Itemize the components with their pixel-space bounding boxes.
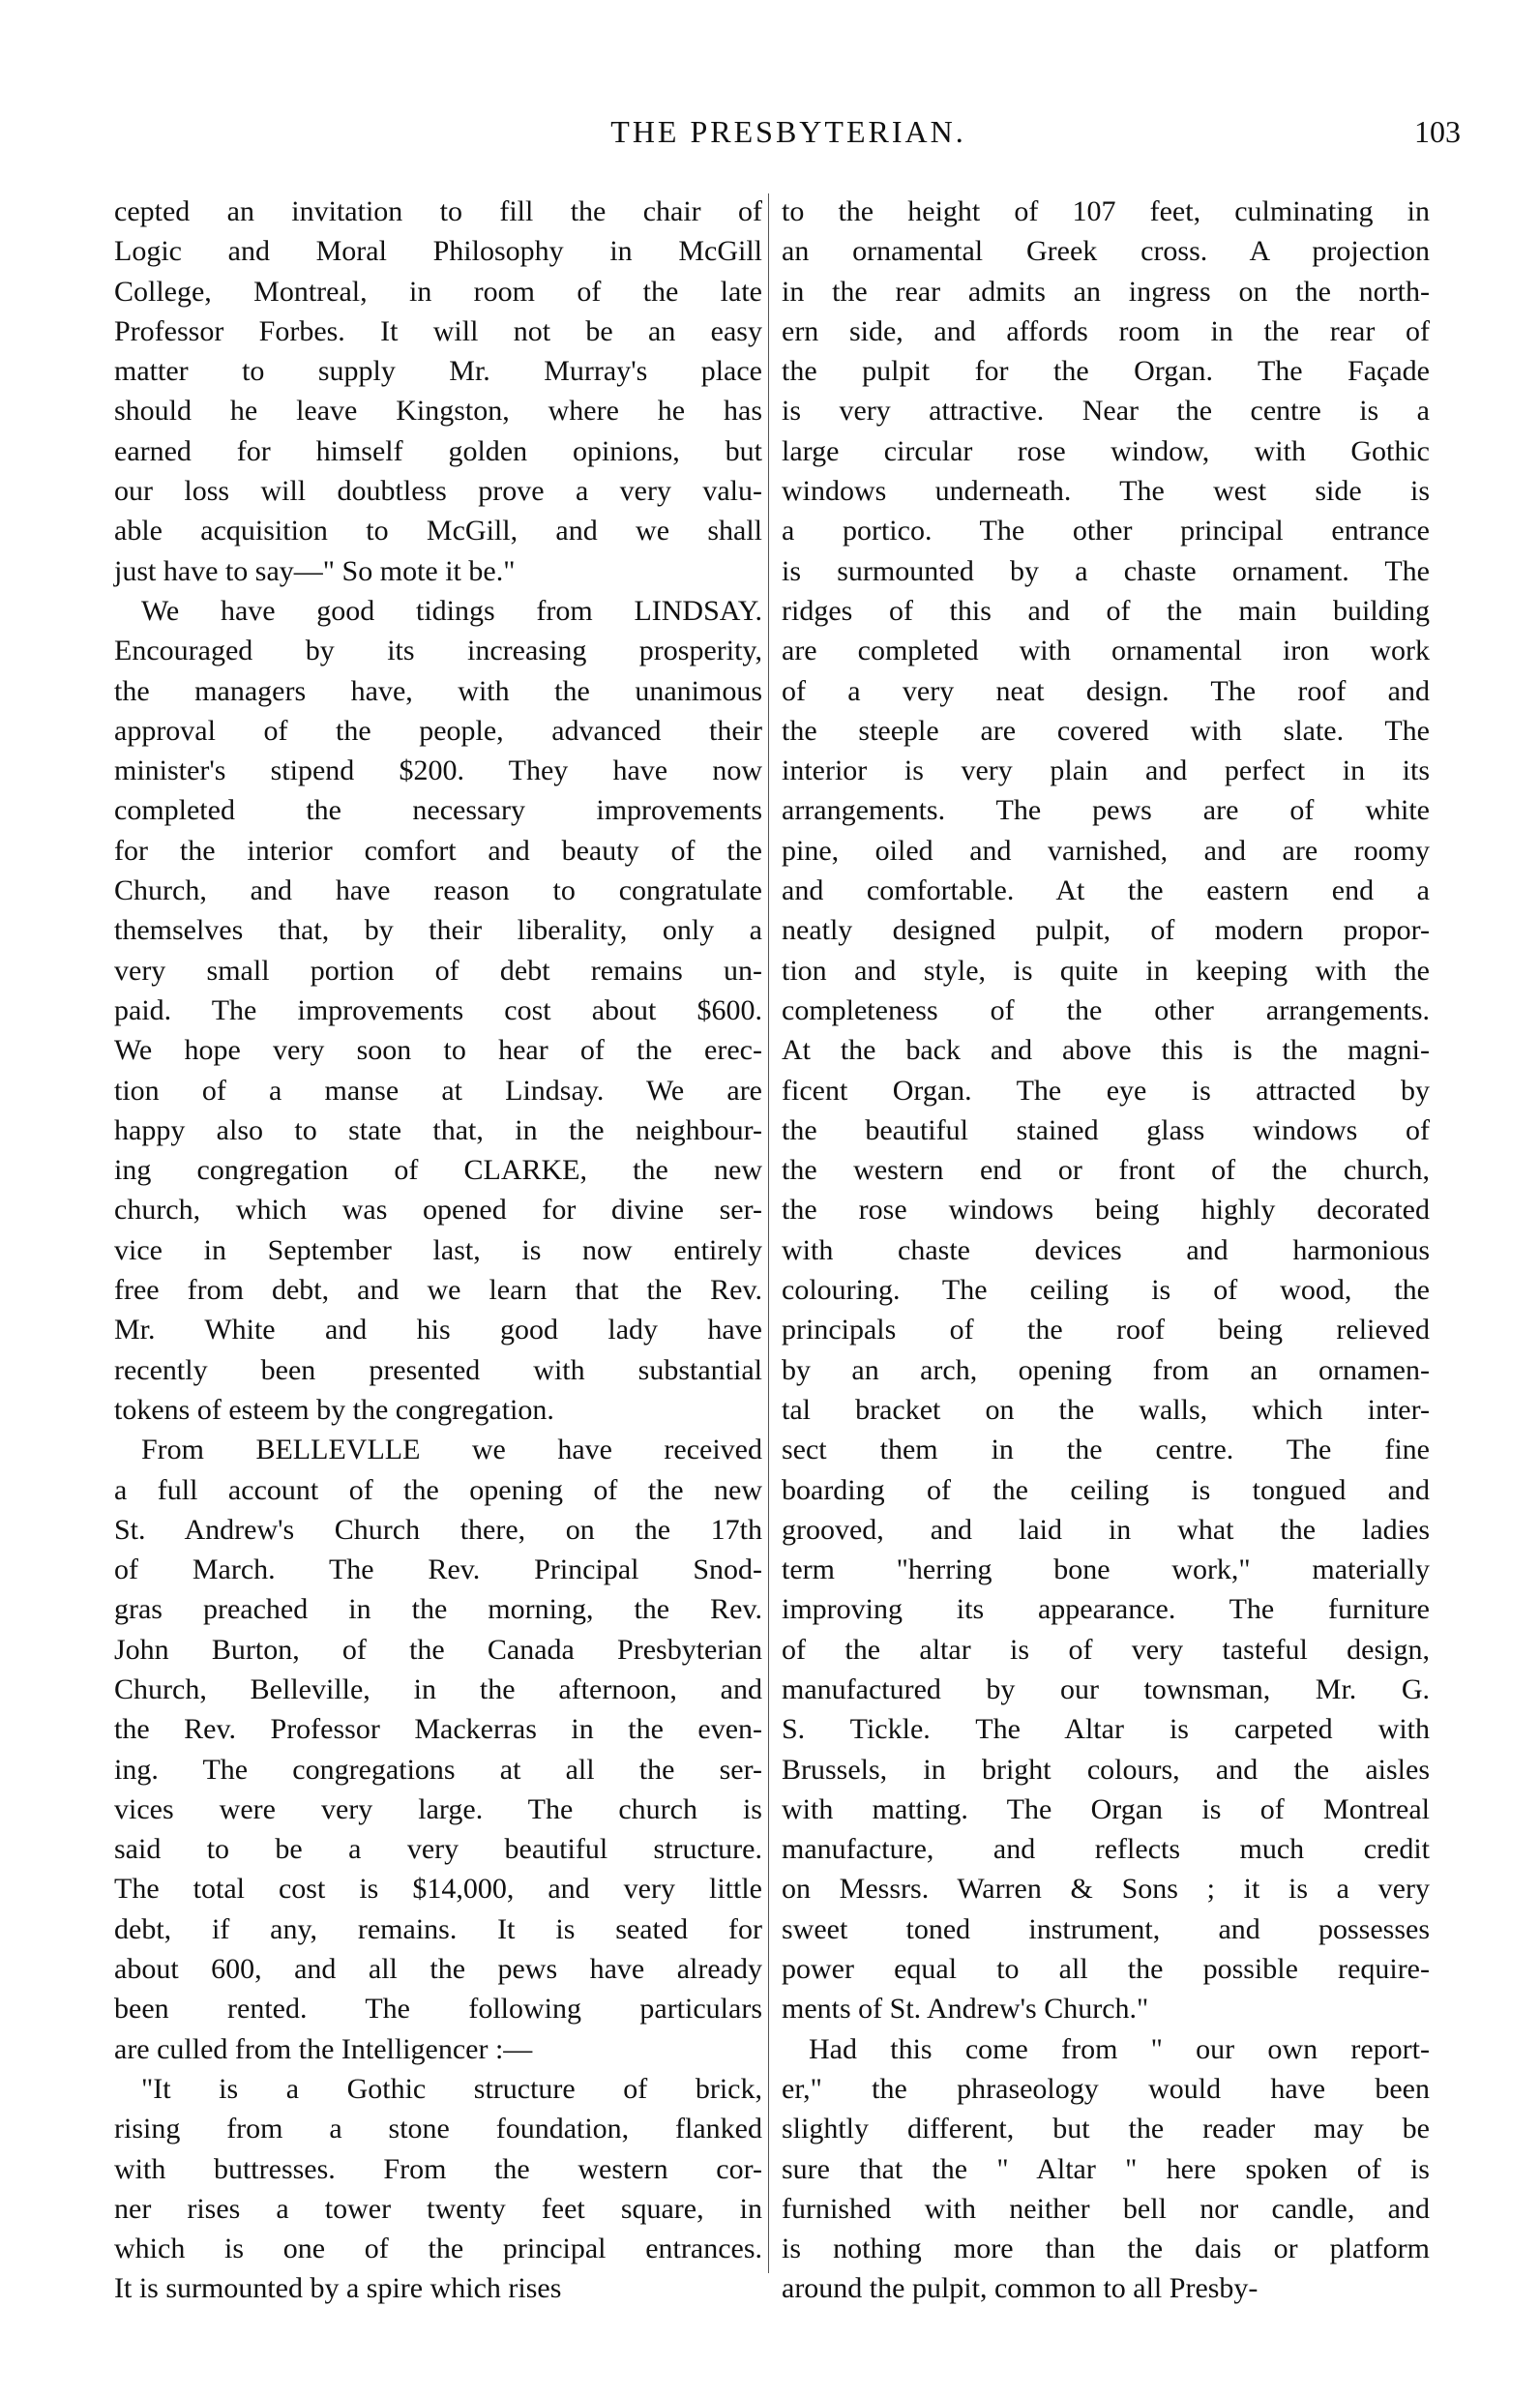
text-line: St. Andrew's Church there, on the 17th: [114, 1513, 762, 1546]
text-line: ments of St. Andrew's Church.": [782, 1993, 1149, 2026]
text-line: and comfortable. At the eastern end a: [782, 874, 1430, 907]
text-line: boarding of the ceiling is tongued and: [782, 1473, 1430, 1506]
text-line: improving its appearance. The furniture: [782, 1593, 1430, 1626]
text-line: power equal to all the possible require-: [782, 1953, 1430, 1986]
text-line: John Burton, of the Canada Presbyterian: [114, 1633, 762, 1666]
text-line: by an arch, opening from an ornamen-: [782, 1353, 1430, 1386]
text-line: large circular rose window, with Gothic: [782, 434, 1430, 467]
text-line: the managers have, with the unanimous: [114, 674, 762, 707]
text-line: ner rises a tower twenty feet square, in: [114, 2192, 762, 2225]
text-line: happy also to state that, in the neighbour-: [114, 1113, 762, 1146]
text-line: paid. The improvements cost about $600.: [114, 993, 762, 1026]
text-line: manufactured by our townsman, Mr. G.: [782, 1672, 1430, 1705]
text-line: is very attractive. Near the centre is a: [782, 395, 1430, 428]
text-line: with matting. The Organ is of Montreal: [782, 1792, 1430, 1825]
text-line: vice in September last, is now entirely: [114, 1233, 762, 1266]
text-line: Church, and have reason to congratulate: [114, 874, 762, 907]
text-line: are culled from the Intelligencer :—: [114, 2032, 533, 2065]
text-line: gras preached in the morning, the Rev.: [114, 1593, 762, 1626]
text-line: about 600, and all the pews have already: [114, 1953, 762, 1986]
text-line: Mr. White and his good lady have: [114, 1314, 762, 1346]
text-line: themselves that, by their liberality, only a: [114, 914, 762, 947]
text-line: with buttresses. From the western cor-: [114, 2152, 762, 2185]
text-line: of March. The Rev. Principal Snod-: [114, 1553, 762, 1586]
text-line: We have good tidings from LINDSAY.: [141, 594, 762, 627]
text-line: the beautiful stained glass windows of: [782, 1113, 1430, 1146]
text-line: At the back and above this is the magni-: [782, 1034, 1430, 1067]
text-line: term "herring bone work," materially: [782, 1553, 1430, 1586]
text-line: slightly different, but the reader may be: [782, 2113, 1430, 2145]
text-line: is surmounted by a chaste ornament. The: [782, 554, 1430, 587]
text-line: said to be a very beautiful structure.: [114, 1833, 762, 1866]
text-line: minister's stipend $200. They have now: [114, 754, 762, 787]
text-line: earned for himself golden opinions, but: [114, 434, 762, 467]
text-line: are completed with ornamental iron work: [782, 635, 1430, 667]
text-line: an ornamental Greek cross. A projection: [782, 235, 1430, 268]
text-line: the steeple are covered with slate. The: [782, 714, 1430, 747]
text-line: the rose windows being highly decorated: [782, 1194, 1430, 1227]
text-line: sect them in the centre. The fine: [782, 1434, 1430, 1466]
running-header: [116, 114, 1461, 161]
text-line: the western end or front of the church,: [782, 1154, 1430, 1187]
right-column: [782, 192, 1430, 2309]
text-line: of a very neat design. The roof and: [782, 674, 1430, 707]
text-line: tokens of esteem by the congregation.: [114, 1393, 554, 1426]
text-line: completed the necessary improvements: [114, 794, 762, 827]
text-line: recently been presented with substantial: [114, 1353, 762, 1386]
text-line: arrangements. The pews are of white: [782, 794, 1430, 827]
text-line: principals of the roof being relieved: [782, 1314, 1430, 1346]
text-line: ridges of this and of the main building: [782, 594, 1430, 627]
text-line: debt, if any, remains. It is seated for: [114, 1912, 762, 1945]
text-line: sure that the " Altar " here spoken of is: [782, 2152, 1430, 2185]
text-line: very small portion of debt remains un-: [114, 954, 762, 987]
text-line: The total cost is $14,000, and very little: [114, 1873, 762, 1906]
text-line: tion and style, is quite in keeping with the: [782, 954, 1430, 987]
text-line: From BELLEVLLE we have received: [141, 1434, 762, 1466]
text-line: tion of a manse at Lindsay. We are: [114, 1074, 762, 1107]
text-line: to the height of 107 feet, culminating in: [782, 195, 1430, 227]
text-line: ficent Organ. The eye is attracted by: [782, 1074, 1430, 1107]
text-line: free from debt, and we learn that the Rev.: [114, 1274, 762, 1307]
text-line: our loss will doubtless prove a very valu-: [114, 475, 762, 508]
text-line: manufacture, and reflects much credit: [782, 1833, 1430, 1866]
text-line: been rented. The following particulars: [114, 1993, 762, 2026]
text-line: with chaste devices and harmonious: [782, 1233, 1430, 1266]
text-line: of the altar is of very tasteful design,: [782, 1633, 1430, 1666]
text-line: grooved, and laid in what the ladies: [782, 1513, 1430, 1546]
journal-title: THE PRESBYTERIAN.: [610, 114, 966, 149]
text-line: a portico. The other principal entrance: [782, 515, 1430, 547]
text-line: pine, oiled and varnished, and are roomy: [782, 834, 1430, 867]
text-line: able acquisition to McGill, and we shall: [114, 515, 762, 547]
text-line: College, Montreal, in room of the late: [114, 275, 762, 308]
text-line: sweet toned instrument, and possesses: [782, 1912, 1430, 1945]
text-line: Brussels, in bright colours, and the aisles: [782, 1753, 1430, 1786]
text-line: just have to say—" So mote it be.": [114, 554, 516, 587]
text-line: in the rear admits an ingress on the north-: [782, 275, 1430, 308]
text-line: matter to supply Mr. Murray's place: [114, 355, 762, 388]
text-line: ing congregation of CLARKE, the new: [114, 1154, 762, 1187]
text-line: Encouraged by its increasing prosperity,: [114, 635, 762, 667]
left-column: [114, 192, 762, 2309]
text-line: should he leave Kingston, where he has: [114, 395, 762, 428]
text-line: tal bracket on the walls, which inter-: [782, 1393, 1430, 1426]
text-line: Church, Belleville, in the afternoon, and: [114, 1672, 762, 1705]
text-line: on Messrs. Warren & Sons ; it is a very: [782, 1873, 1430, 1906]
text-line: Professor Forbes. It will not be an easy: [114, 314, 762, 347]
text-line: "It is a Gothic structure of brick,: [141, 2072, 762, 2105]
text-line: the pulpit for the Organ. The Façade: [782, 355, 1430, 388]
text-line: a full account of the opening of the new: [114, 1473, 762, 1506]
text-line: neatly designed pulpit, of modern propor-: [782, 914, 1430, 947]
text-line: colouring. The ceiling is of wood, the: [782, 1274, 1430, 1307]
text-line: windows underneath. The west side is: [782, 475, 1430, 508]
page-number: 103: [1414, 114, 1461, 149]
text-line: ern side, and affords room in the rear of: [782, 314, 1430, 347]
text-line: interior is very plain and perfect in its: [782, 754, 1430, 787]
text-line: ing. The congregations at all the ser-: [114, 1753, 762, 1786]
text-line: rising from a stone foundation, flanked: [114, 2113, 762, 2145]
text-line: vices were very large. The church is: [114, 1792, 762, 1825]
text-line: S. Tickle. The Altar is carpeted with: [782, 1713, 1430, 1746]
text-line: er," the phraseology would have been: [782, 2072, 1430, 2105]
text-line: for the interior comfort and beauty of the: [114, 834, 762, 867]
text-line: cepted an invitation to fill the chair of: [114, 195, 762, 227]
text-line: We hope very soon to hear of the erec-: [114, 1034, 762, 1067]
text-line: furnished with neither bell nor candle, and: [782, 2192, 1430, 2225]
text-line: is nothing more than the dais or platform: [782, 2233, 1430, 2265]
text-line: approval of the people, advanced their: [114, 714, 762, 747]
text-line: church, which was opened for divine ser-: [114, 1194, 762, 1227]
text-line: Logic and Moral Philosophy in McGill: [114, 235, 762, 268]
text-line: completeness of the other arrangements.: [782, 993, 1430, 1026]
text-line: which is one of the principal entrances.: [114, 2233, 762, 2265]
text-line: the Rev. Professor Mackerras in the even-: [114, 1713, 762, 1746]
text-line: It is surmounted by a spire which rises: [114, 2272, 562, 2305]
text-line: Had this come from " our own report-: [809, 2032, 1430, 2065]
text-line: around the pulpit, common to all Presby-: [782, 2272, 1259, 2305]
column-divider: [768, 193, 769, 2273]
